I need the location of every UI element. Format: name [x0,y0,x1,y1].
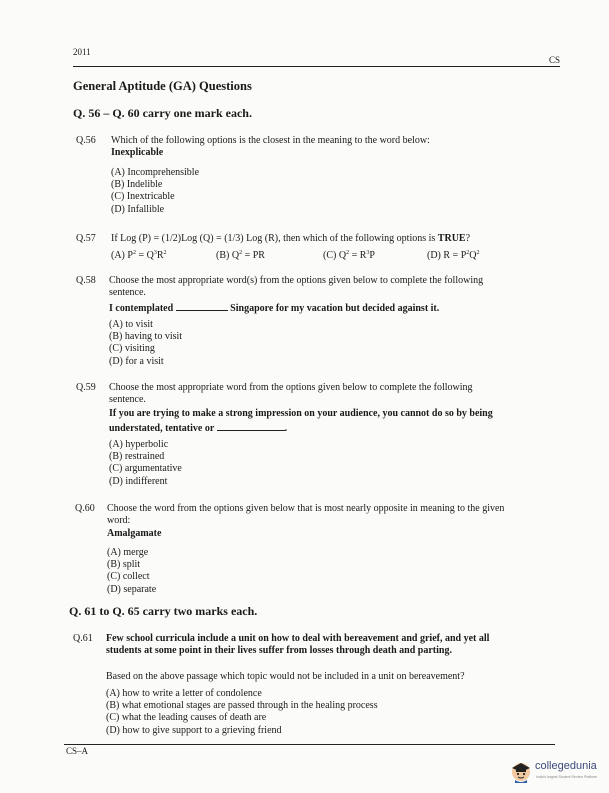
q59-instruction: Choose the most appropriate word from the options given below to complete the following sentence. [109,382,473,405]
q58-option-b[interactable]: (B) having to visit [109,331,183,343]
footer-rule [64,744,555,745]
q58-blank [176,300,228,311]
q61-option-d[interactable]: (D) how to give support to a grieving friend [106,724,282,736]
q57-number: Q.57 [76,233,96,244]
q56-option-d[interactable]: (D) Infallible [111,203,165,215]
q60-option-d[interactable]: (D) separate [107,583,157,595]
q61-passage: Few school curricula include a unit on how to deal with bereavement and grief, and yet all students at some point in their lives suffer from losses through death and parting. [106,633,490,656]
q60-number: Q.60 [75,503,95,514]
q58-instruction: Choose the most appropriate word(s) from the options given below to complete the following sentence. [109,275,484,298]
graduate-icon [509,759,533,783]
q56-option-c[interactable]: (C) Inextricable [111,191,175,203]
q57-text: If Log (P) = (1/2)Log (Q) = (1/3) Log (R), then which of the following options is TRUE? [111,233,471,244]
q58-option-d[interactable]: (D) for a visit [109,355,164,367]
q59-blank [217,420,285,431]
q61-options [106,688,378,737]
q56-number: Q.56 [76,135,96,146]
q61-question: Based on the above passage which topic would not be included in a unit on bereavement? [106,671,465,682]
q57-option-a[interactable]: (A) $P^2 = Q^3R^2$ [111,250,167,261]
q59-option-d[interactable]: (D) indifferent [109,475,168,487]
q59-option-c[interactable]: (C) argumentative [109,463,182,475]
collegedunia-logo [509,758,605,784]
header-code: CS [549,55,561,65]
q58-option-c[interactable]: (C) visiting [109,343,155,355]
logo-name: collegedunia [535,760,597,772]
q61-option-b[interactable]: (B) what emotional stages are passed through in the healing process [106,700,378,712]
q56-text: Which of the following options is the closest in the meaning to the word below: [111,135,430,146]
q59-option-b[interactable]: (B) restrained [109,451,165,463]
q57-option-b[interactable]: (B) $Q^2$ = PR [216,250,265,261]
q57-option-c[interactable]: (C) $Q^2 = R^3P$ [323,250,375,261]
q56-options [111,167,199,216]
q57-option-d[interactable]: (D) $R = P^2Q^2$ [427,250,480,261]
q60-option-c[interactable]: (C) collect [107,571,150,583]
q61-number: Q.61 [73,633,93,644]
q56-word: Inexplicable [111,147,164,158]
q56-option-a[interactable]: (A) Incomprehensible [111,167,200,178]
header-year: 2011 [73,47,91,57]
q60-option-a[interactable]: (A) merge [107,547,149,558]
section-title: General Aptitude (GA) Questions [73,79,252,93]
q60-options [107,547,156,596]
q61-option-a[interactable]: (A) how to write a letter of condolence [106,688,262,699]
q58-option-a[interactable]: (A) to visit [109,319,153,330]
group-heading-one-mark: Q. 56 – Q. 60 carry one mark each. [73,106,252,120]
q58-number: Q.58 [76,275,96,286]
q61-option-c[interactable]: (C) what the leading causes of death are [106,712,267,724]
q60-word: Amalgamate [107,528,162,539]
q59-sentence: If you are trying to make a strong impression on your audience, you cannot do so by being understated, tentative or . [109,408,493,434]
logo-tagline: India's largest Student Review Platform [536,775,597,779]
header-rule [73,66,560,67]
q59-options [109,439,182,488]
q60-option-b[interactable]: (B) split [107,559,141,571]
q58-options [109,319,182,368]
group-heading-two-marks: Q. 61 to Q. 65 carry two marks each. [69,604,258,618]
q59-number: Q.59 [76,382,96,393]
q56-option-b[interactable]: (B) Indelible [111,179,163,191]
q60-instruction: Choose the word from the options given below that is most nearly opposite in meaning to the given word: [107,503,505,526]
q58-sentence: I contemplated Singapore for my vacation but decided against it. [109,300,439,315]
footer-code: CS–A [66,746,89,756]
q59-option-a[interactable]: (A) hyperbolic [109,439,169,450]
